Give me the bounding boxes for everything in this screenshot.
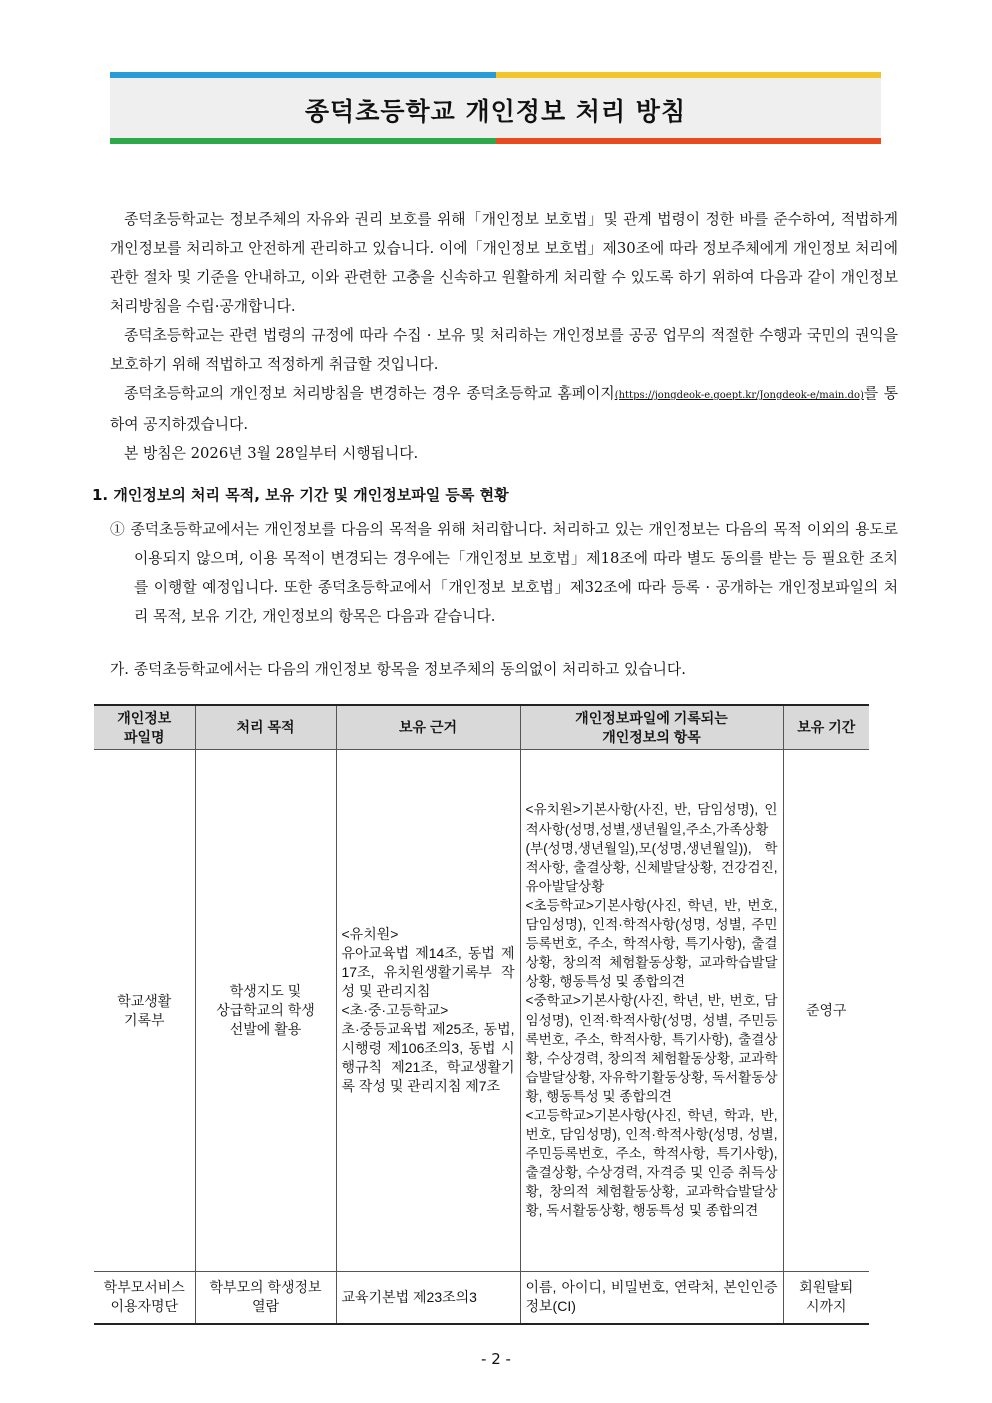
header-purpose: 처리 목적	[195, 705, 336, 750]
cell-purpose: 학생지도 및 상급학교의 학생 선발에 활용	[195, 750, 336, 1272]
section-1-paragraph: ① 종덕초등학교에서는 개인정보를 다음의 목적을 위해 처리합니다. 처리하고 있는 개인정보는 다음의 목적 이외의 용도로 이용되지 않으며, 이용 목적이 변경되는 경우에는「개인정보 보호법」제18조에 따라 별도 동의를 받는 등 필요한 조치를 이행할 예정입니다. 또한 종덕초등학교에서「개인정보 보호법」제32조에 따라 등록 · 공개하는 개인정보파일의 처리 목적, 보유 기간, 개인정보의 항목은 다음과 같습니다.	[110, 521, 898, 625]
intro-paragraph-3-end: 를 통하여 공지하겠습니다.	[110, 385, 899, 433]
table-header-row	[94, 705, 869, 750]
homepage-url-link[interactable]: (https://jongdeok-e.goept.kr/Jongdeok-e/main.do)	[614, 390, 864, 401]
cell-period: 준영구	[783, 750, 869, 1272]
table-row	[94, 750, 869, 1272]
header-file-name: 개인정보 파일명	[94, 705, 195, 750]
header-basis: 보유 근거	[336, 705, 520, 750]
section-1-subheading: 가. 종덕초등학교에서는 다음의 개인정보 항목을 정보주체의 동의없이 처리하고 있습니다.	[110, 661, 686, 678]
cell-file-name: 학교생활 기록부	[94, 750, 195, 1272]
table-row	[94, 1272, 869, 1324]
intro-paragraph-3-start: 종덕초등학교의 개인정보 처리방침을 변경하는 경우 종덕초등학교 홈페이지	[124, 385, 615, 402]
cell-period: 회원탈퇴 시까지	[783, 1272, 869, 1324]
intro-paragraph-1: 종덕초등학교는 정보주체의 자유와 권리 보호를 위해「개인정보 보호법」및 관계 법령이 정한 바를 준수하여, 적법하게 개인정보를 처리하고 안전하게 관리하고 있습니다. 이에「개인정보 보호법」제30조에 따라 정보주체에게 개인정보 처리에 관한 절차 및 기준을 안내하고, 이와 관련한 고충을 신속하고 원활하게 처리할 수 있도록 하기 위하여 다음과 같이 개인정보 처리방침을 수립·공개합니다.	[110, 211, 898, 315]
page-number: - 2 -	[481, 1350, 511, 1368]
cell-purpose: 학부모의 학생정보 열람	[195, 1272, 336, 1324]
title-bottom-bar	[110, 138, 881, 144]
page-title: 종덕초등학교 개인정보 처리 방침	[304, 97, 687, 126]
section-1-body	[110, 515, 898, 631]
section-1-heading: 1. 개인정보의 처리 목적, 보유 기간 및 개인정보파일 등록 현황	[92, 486, 509, 504]
cell-file-name: 학부모서비스 이용자명단	[94, 1272, 195, 1324]
title-box	[110, 72, 881, 144]
title-top-bar	[110, 72, 881, 78]
cell-basis: <유치원> 유아교육법 제14조, 동법 제17조, 유치원생활기록부 작성 및 관리지침 <초·중·고등학교> 초·중등교육법 제25조, 동법, 시행령 제106조의3, 동법 시행규칙 제21조, 학교생활기록 작성 및 관리지침 제7조	[336, 750, 520, 1272]
header-period: 보유 기간	[783, 705, 869, 750]
cell-basis: 교육기본법 제23조의3	[336, 1272, 520, 1324]
personal-info-file-table	[94, 704, 869, 1325]
cell-items: 이름, 아이디, 비밀번호, 연락처, 본인인증정보(CI)	[520, 1272, 783, 1324]
header-items: 개인정보파일에 기록되는 개인정보의 항목	[520, 705, 783, 750]
intro-paragraph-4: 본 방침은 2026년 3월 28일부터 시행됩니다.	[124, 445, 419, 462]
intro-paragraph-2: 종덕초등학교는 관련 법령의 규정에 따라 수집 · 보유 및 처리하는 개인정보를 공공 업무의 적절한 수행과 국민의 권익을 보호하기 위해 적법하고 적정하게 취급할 것입니다.	[110, 327, 898, 373]
intro-paragraph-3	[110, 379, 898, 439]
intro-section	[110, 205, 898, 468]
cell-items: <유치원>기본사항(사진, 반, 담임성명), 인적사항(성명,성별,생년월일,주소,가족상황(부(성명,생년월일),모(성명,생년월일)), 학적사항, 출결상황, 신체발달상황, 건강검진, 유아발달상황 <초등학교>기본사항(사진, 학년, 반, 번호, 담임성명), 인적·학적사항(성명, 성별, 주민등록번호, 주소, 학적사항, 특기사항), 출결상황, 창의적 체험활동상황, 교과학습발달상황, 행동특성 및 종합의견 <중학교>기본사항(사진, 학년, 반, 번호, 담임성명), 인적·학적사항(성명, 성별, 주민등록번호, 주소, 학적사항, 특기사항), 출결상황, 수상경력, 창의적 체험활동상황, 교과학습발달상황, 자유학기활동상황, 독서활동상황, 행동특성 및 종합의견 <고등학교>기본사항(사진, 학년, 학과, 반, 번호, 담임성명), 인적·학적사항(성명, 성별, 주민등록번호, 주소, 학적사항, 특기사항), 출결상황, 수상경력, 자격증 및 인증 취득상황, 창의적 체험활동상황, 교과학습발달상황, 독서활동상황, 행동특성 및 종합의견	[520, 750, 783, 1272]
